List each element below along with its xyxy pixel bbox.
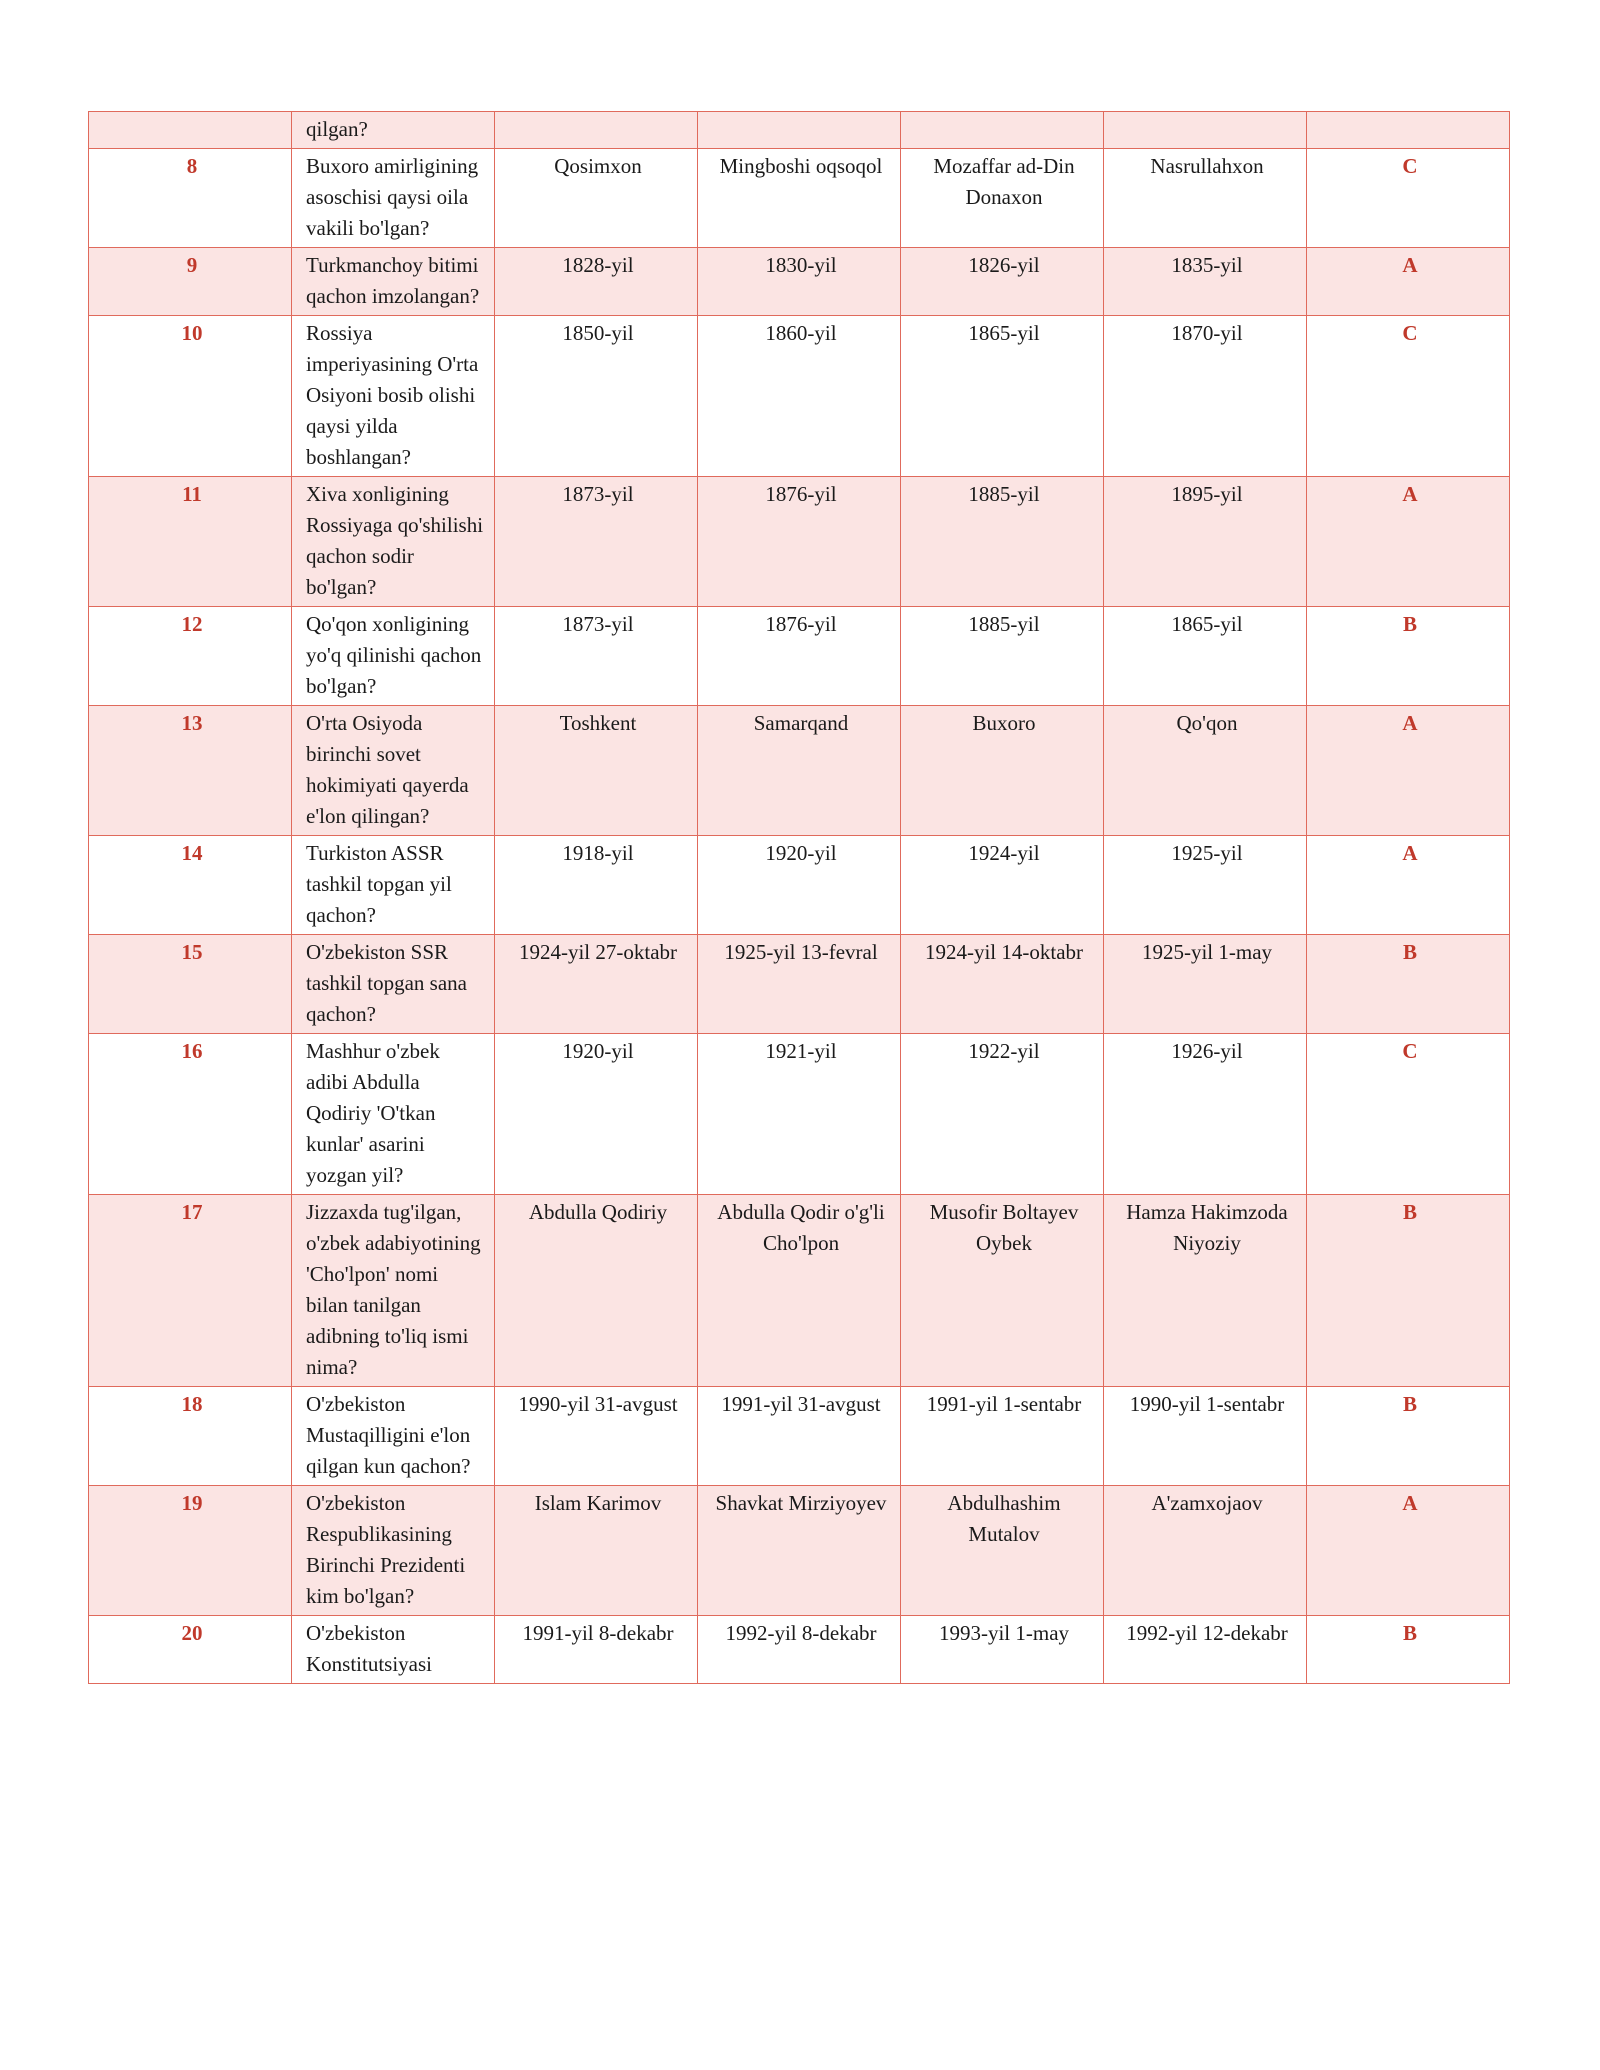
option-d: 1925-yil: [1104, 836, 1307, 935]
question-number: 12: [89, 607, 292, 706]
option-c: 1885-yil: [901, 607, 1104, 706]
option-a: Toshkent: [495, 706, 698, 836]
option-c: 1993-yil 1-may: [901, 1616, 1104, 1684]
question-text: O'zbekiston SSR tashkil topgan sana qachon?: [292, 935, 495, 1034]
option-a: Abdulla Qodiriy: [495, 1195, 698, 1387]
table-row: [89, 1616, 1510, 1684]
option-b: 1830-yil: [698, 248, 901, 316]
question-text: O'zbekiston Respublikasining Birinchi Prezidenti kim bo'lgan?: [292, 1486, 495, 1616]
option-c: Musofir Boltayev Oybek: [901, 1195, 1104, 1387]
correct-answer: A: [1307, 1486, 1510, 1616]
correct-answer: C: [1307, 1034, 1510, 1195]
option-c: 1826-yil: [901, 248, 1104, 316]
option-d: 1895-yil: [1104, 477, 1307, 607]
table-row: [89, 836, 1510, 935]
question-number: 14: [89, 836, 292, 935]
table-row: [89, 607, 1510, 706]
question-number: 17: [89, 1195, 292, 1387]
option-d: 1990-yil 1-sentabr: [1104, 1387, 1307, 1486]
option-b: 1920-yil: [698, 836, 901, 935]
option-a: 1920-yil: [495, 1034, 698, 1195]
option-d: 1870-yil: [1104, 316, 1307, 477]
table-row: [89, 112, 1510, 149]
question-text: O'zbekiston Mustaqilligini e'lon qilgan kun qachon?: [292, 1387, 495, 1486]
option-b: 1925-yil 13-fevral: [698, 935, 901, 1034]
question-text: Jizzaxda tug'ilgan, o'zbek adabiyotining 'Cho'lpon' nomi bilan tanilgan adibning to'liq ismi nima?: [292, 1195, 495, 1387]
option-a: Qosimxon: [495, 149, 698, 248]
option-a: 1918-yil: [495, 836, 698, 935]
option-b: 1992-yil 8-dekabr: [698, 1616, 901, 1684]
question-number: 15: [89, 935, 292, 1034]
option-b: Mingboshi oqsoqol: [698, 149, 901, 248]
table-row: [89, 1034, 1510, 1195]
table-row: [89, 1387, 1510, 1486]
quiz-table-body: [89, 112, 1510, 1684]
option-d: 1925-yil 1-may: [1104, 935, 1307, 1034]
option-c: 1865-yil: [901, 316, 1104, 477]
table-row: [89, 706, 1510, 836]
option-d: Qo'qon: [1104, 706, 1307, 836]
question-text: Xiva xonligining Rossiyaga qo'shilishi qachon sodir bo'lgan?: [292, 477, 495, 607]
table-row: [89, 1486, 1510, 1616]
option-a: 1828-yil: [495, 248, 698, 316]
quiz-table: [88, 111, 1510, 1684]
question-text: Qo'qon xonligining yo'q qilinishi qachon bo'lgan?: [292, 607, 495, 706]
question-text: Buxoro amirligining asoschisi qaysi oila vakili bo'lgan?: [292, 149, 495, 248]
question-text: O'zbekiston Konstitutsiyasi: [292, 1616, 495, 1684]
question-number: 11: [89, 477, 292, 607]
option-b: Shavkat Mirziyoyev: [698, 1486, 901, 1616]
option-a: 1873-yil: [495, 477, 698, 607]
table-row: [89, 316, 1510, 477]
correct-answer: B: [1307, 1195, 1510, 1387]
question-text: Rossiya imperiyasining O'rta Osiyoni bosib olishi qaysi yilda boshlangan?: [292, 316, 495, 477]
question-text: O'rta Osiyoda birinchi sovet hokimiyati qayerda e'lon qilingan?: [292, 706, 495, 836]
option-a: 1850-yil: [495, 316, 698, 477]
question-number: 9: [89, 248, 292, 316]
correct-answer: [1307, 112, 1510, 149]
question-number: 16: [89, 1034, 292, 1195]
option-d: 1992-yil 12-dekabr: [1104, 1616, 1307, 1684]
option-b: [698, 112, 901, 149]
correct-answer: A: [1307, 477, 1510, 607]
correct-answer: B: [1307, 1387, 1510, 1486]
question-text: Turkiston ASSR tashkil topgan yil qachon?: [292, 836, 495, 935]
correct-answer: A: [1307, 836, 1510, 935]
correct-answer: C: [1307, 149, 1510, 248]
option-b: 1921-yil: [698, 1034, 901, 1195]
option-c: [901, 112, 1104, 149]
correct-answer: A: [1307, 706, 1510, 836]
option-b: 1876-yil: [698, 477, 901, 607]
question-number: 10: [89, 316, 292, 477]
correct-answer: B: [1307, 607, 1510, 706]
question-text: Turkmanchoy bitimi qachon imzolangan?: [292, 248, 495, 316]
correct-answer: C: [1307, 316, 1510, 477]
option-d: Hamza Hakimzoda Niyoziy: [1104, 1195, 1307, 1387]
question-number: [89, 112, 292, 149]
option-c: 1924-yil 14-oktabr: [901, 935, 1104, 1034]
question-number: 20: [89, 1616, 292, 1684]
correct-answer: B: [1307, 1616, 1510, 1684]
question-text: Mashhur o'zbek adibi Abdulla Qodiriy 'O'tkan kunlar' asarini yozgan yil?: [292, 1034, 495, 1195]
question-number: 18: [89, 1387, 292, 1486]
question-text: qilgan?: [292, 112, 495, 149]
table-row: [89, 248, 1510, 316]
option-c: 1922-yil: [901, 1034, 1104, 1195]
option-b: 1991-yil 31-avgust: [698, 1387, 901, 1486]
option-d: [1104, 112, 1307, 149]
option-c: Mozaffar ad-Din Donaxon: [901, 149, 1104, 248]
option-c: Abdulhashim Mutalov: [901, 1486, 1104, 1616]
question-number: 8: [89, 149, 292, 248]
table-row: [89, 477, 1510, 607]
table-row: [89, 149, 1510, 248]
option-b: 1876-yil: [698, 607, 901, 706]
option-a: [495, 112, 698, 149]
correct-answer: B: [1307, 935, 1510, 1034]
option-a: 1991-yil 8-dekabr: [495, 1616, 698, 1684]
option-a: 1924-yil 27-oktabr: [495, 935, 698, 1034]
option-b: 1860-yil: [698, 316, 901, 477]
option-d: 1865-yil: [1104, 607, 1307, 706]
option-a: Islam Karimov: [495, 1486, 698, 1616]
option-c: 1885-yil: [901, 477, 1104, 607]
option-b: Samarqand: [698, 706, 901, 836]
question-number: 19: [89, 1486, 292, 1616]
option-c: 1991-yil 1-sentabr: [901, 1387, 1104, 1486]
question-number: 13: [89, 706, 292, 836]
option-d: Nasrullahxon: [1104, 149, 1307, 248]
option-b: Abdulla Qodir o'g'li Cho'lpon: [698, 1195, 901, 1387]
table-row: [89, 935, 1510, 1034]
document-page: [88, 111, 1509, 1684]
table-row: [89, 1195, 1510, 1387]
option-c: 1924-yil: [901, 836, 1104, 935]
option-d: 1835-yil: [1104, 248, 1307, 316]
option-d: 1926-yil: [1104, 1034, 1307, 1195]
option-a: 1990-yil 31-avgust: [495, 1387, 698, 1486]
option-c: Buxoro: [901, 706, 1104, 836]
correct-answer: A: [1307, 248, 1510, 316]
option-d: A'zamxojaov: [1104, 1486, 1307, 1616]
option-a: 1873-yil: [495, 607, 698, 706]
